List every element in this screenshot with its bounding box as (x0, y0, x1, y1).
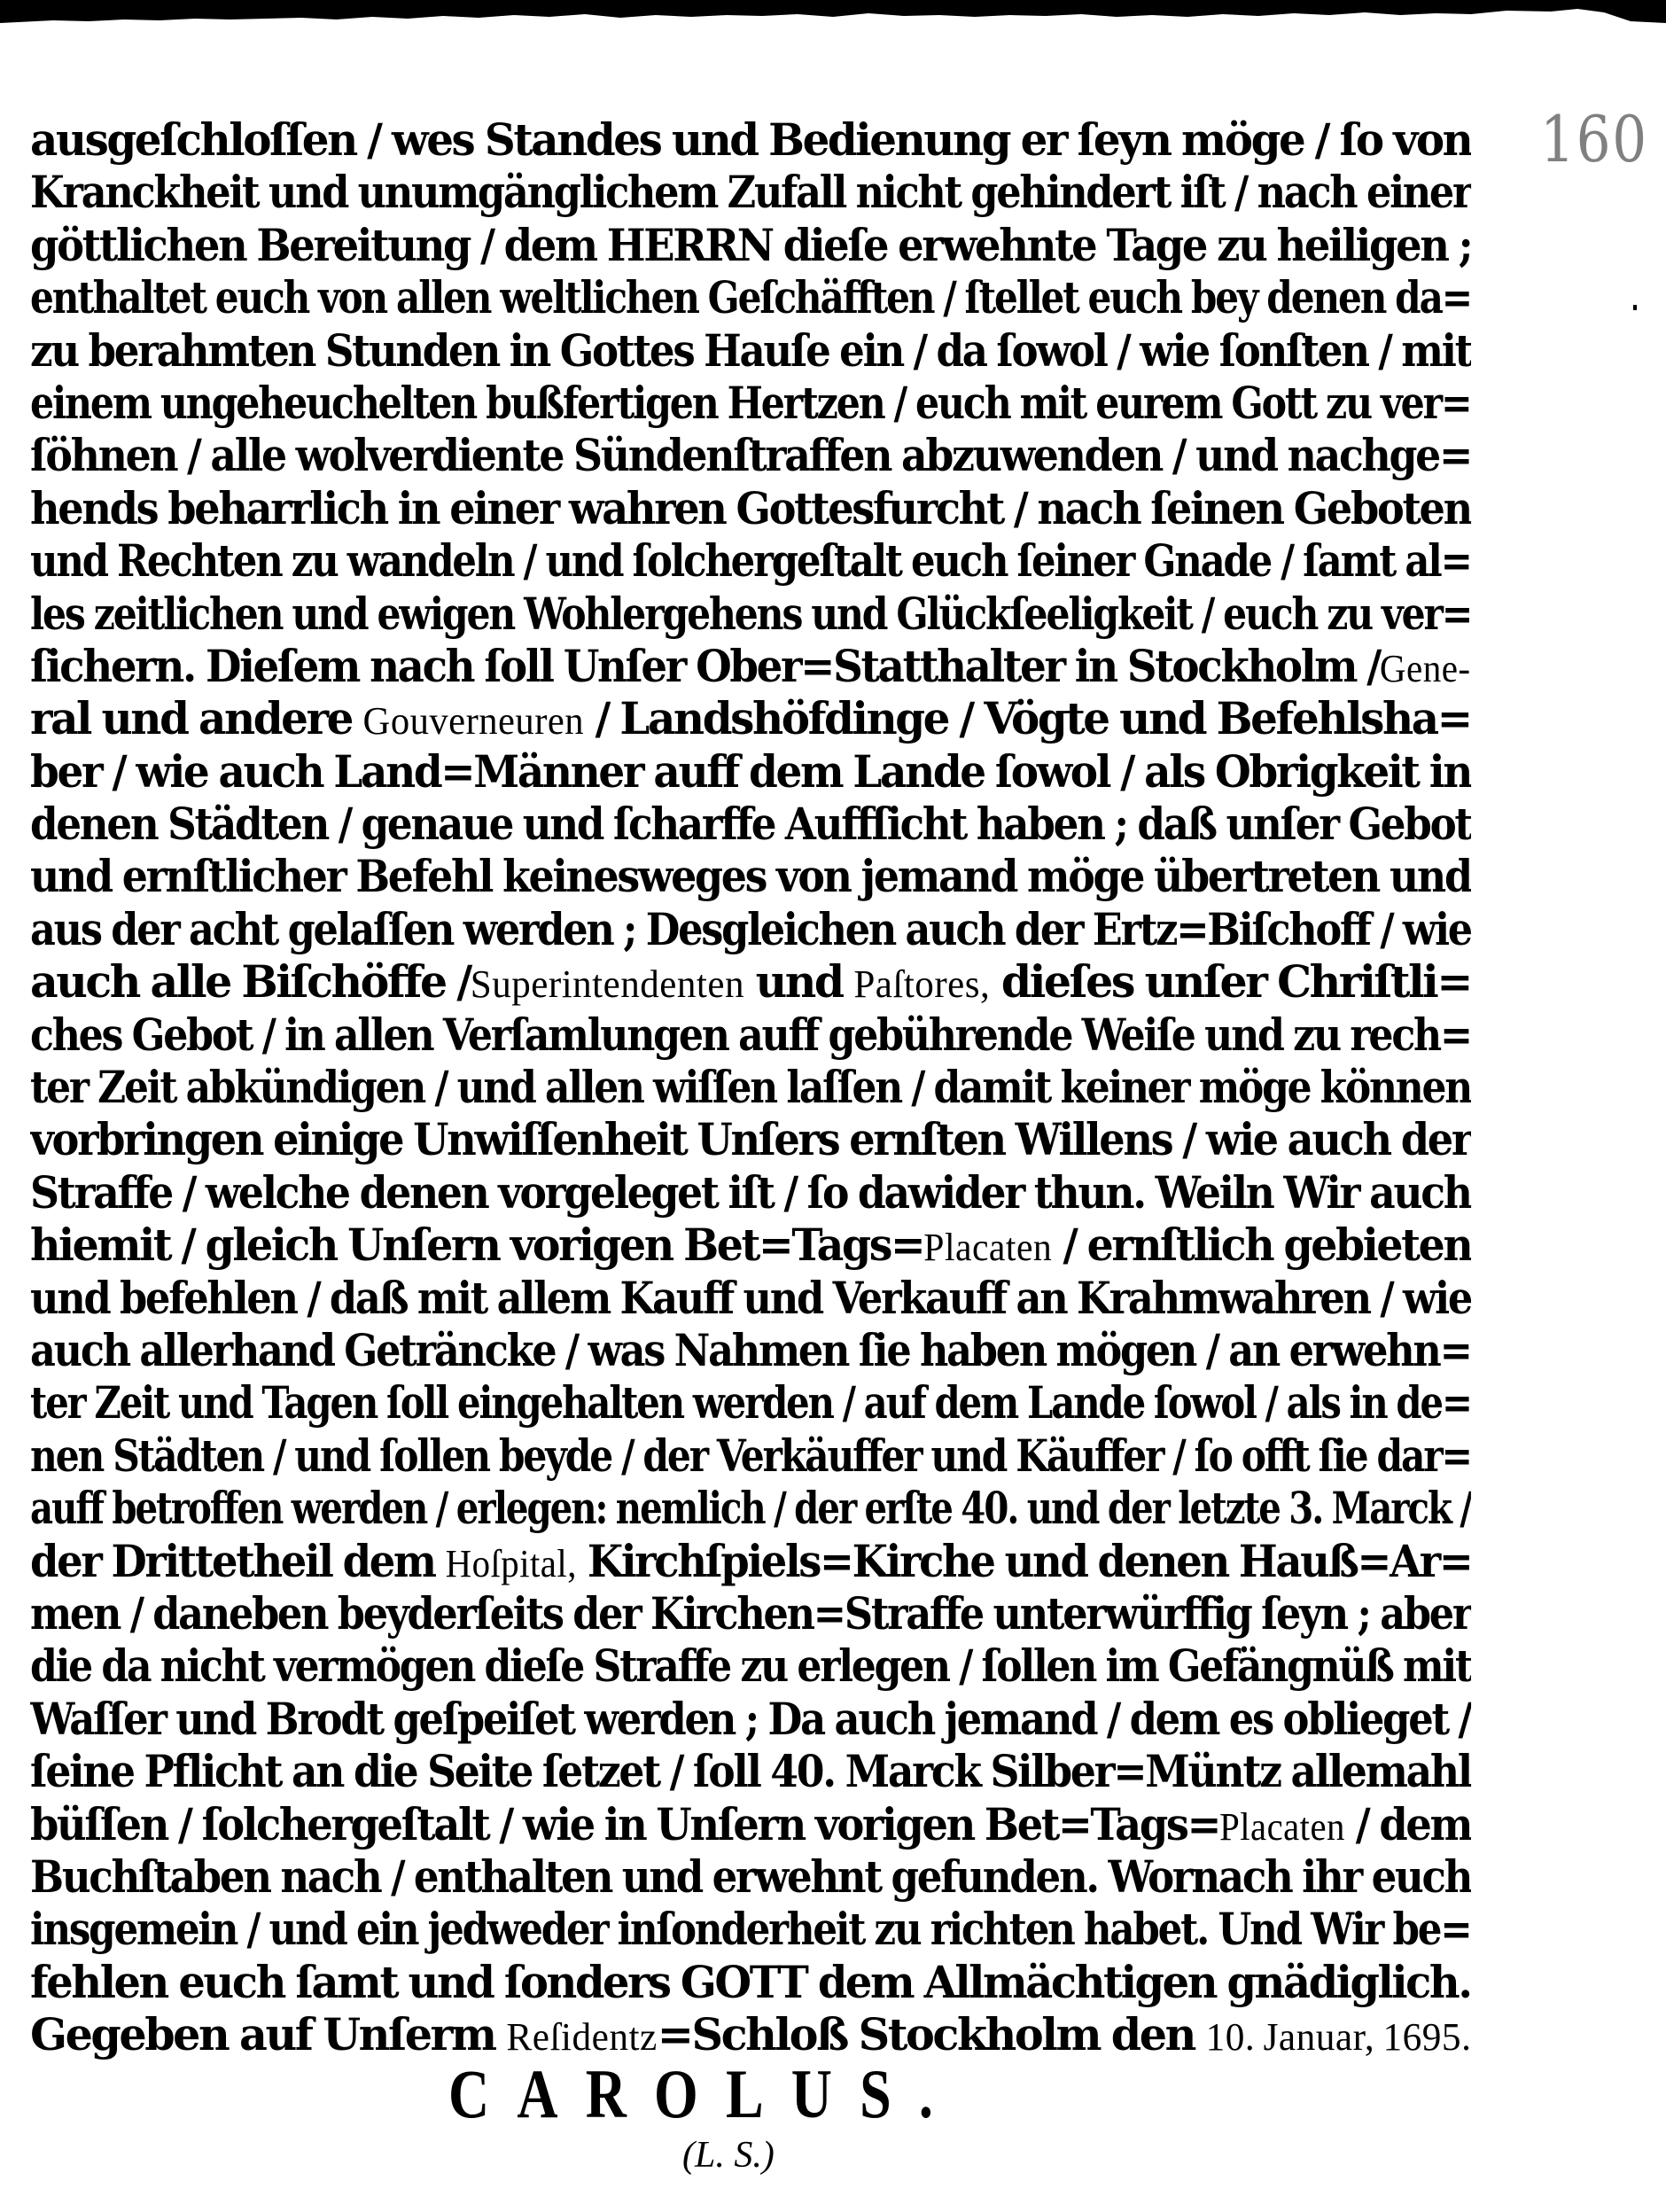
fraktur-text: der Drittetheil dem (30, 1534, 446, 1587)
antiqua-word: 10. Januar, 1695. (1205, 2015, 1472, 2060)
fraktur-text: / dem (1344, 1797, 1472, 1850)
antiqua-word: Reſidentz (506, 2015, 658, 2060)
text-line (30, 1693, 1471, 1745)
fraktur-text: Straffe / welche denen vorgeleget iſt / ſo dawider thun. Weiln Wir auch (30, 1165, 1471, 1219)
page-number: 160 (1540, 102, 1648, 176)
text-line (30, 324, 1471, 377)
text-line (30, 1640, 1471, 1692)
fraktur-text: dieſes unſer Chriſtli= (990, 955, 1471, 1009)
fraktur-text: ausgeſchloſſen / wes Standes und Bedienung er ſeyn möge / ſo von (30, 113, 1471, 166)
antiqua-word: Placaten (923, 1226, 1053, 1270)
text-line (30, 903, 1471, 955)
fraktur-text: enthaltet euch von allen weltlichen Geſchäfften / ſtellet euch bey denen da= (30, 271, 1472, 324)
text-line (30, 588, 1471, 640)
text-line (30, 1903, 1471, 1955)
text-line (30, 1956, 1471, 2008)
fraktur-text: hiemit / gleich Unſern vorigen Bet=Tags= (30, 1219, 924, 1272)
text-line (30, 534, 1471, 587)
text-line (30, 1850, 1471, 1903)
fraktur-text: göttlichen Bereitung / dem HERRN dieſe erwehnte Tage zu heiligen ; (30, 218, 1472, 271)
signature-carolus: CAROLUS. (448, 2055, 961, 2132)
text-line (30, 1429, 1471, 1482)
antiqua-word: Gouverneuren (362, 699, 585, 744)
fraktur-text: men / daneben beyderſeits der Kirchen=Straffe unterwürffig ſeyn ; aber (30, 1586, 1472, 1640)
text-line (30, 271, 1471, 323)
fraktur-text: zu berahmten Stunden in Gottes Hauſe ein / da ſowol / wie ſonſten / mit (30, 323, 1471, 377)
fraktur-text: einem ungeheuchelten bußfertigen Hertzen / euch mit eurem Gott zu ver= (30, 376, 1471, 429)
fraktur-text: Gegeben auf Unſerm (30, 2008, 507, 2061)
fraktur-text: ſöhnen / alle wolverdiente Sündenſtraffen abzuwenden / und nachge= (30, 429, 1471, 482)
text-line (30, 1219, 1471, 1271)
text-line (30, 377, 1471, 429)
fraktur-text: insgemein / und ein jedweder inſonderheit zu richten habet. Und Wir be= (30, 1903, 1471, 1956)
fraktur-text: hends beharrlich in einer wahren Gottesfurcht / nach ſeinen Geboten (30, 481, 1471, 534)
text-line (30, 1376, 1471, 1429)
text-line (30, 482, 1471, 534)
text-line (30, 1009, 1471, 1061)
fraktur-text: und (744, 955, 854, 1009)
fraktur-text: ral (30, 692, 91, 745)
fraktur-text: =Schloß Stockholm den (657, 2008, 1206, 2061)
text-line (30, 113, 1471, 166)
fraktur-text: Buchſtaben nach / enthalten und erwehnt gefunden. Wornach ihr euch (30, 1850, 1471, 1903)
fraktur-text: büſſen / ſolchergeſtalt / wie in Unſern vorigen Bet=Tags= (30, 1797, 1220, 1850)
text-line (30, 640, 1471, 692)
fraktur-text: ter Zeit abkündigen / und allen wiſſen laſſen / damit keiner möge können (30, 1061, 1471, 1114)
fraktur-text: ter Zeit und Tagen ſoll eingehalten werden / auf dem Lande ſowol / als in de= (30, 1376, 1471, 1429)
fraktur-text: ches Gebot / in allen Verſamlungen auff gebührende Weiſe und zu rech= (30, 1008, 1471, 1061)
fraktur-text: / Landshöfdinge / Vögte und Befehlsha= (584, 692, 1471, 745)
fraktur-text: ſeine Pflicht an die Seite ſetzet / ſoll 40. Marck Silber=Müntz allemahl (30, 1745, 1471, 1798)
fraktur-text: vorbringen einige Unwiſſenheit Unſers ernſten Willens / wie auch der (30, 1113, 1471, 1166)
fraktur-text: und Rechten zu wandeln / und ſolchergeſtalt euch ſeiner Gnade / ſamt al= (30, 534, 1471, 588)
text-line (30, 1113, 1471, 1165)
text-line (30, 692, 1471, 744)
text-line (30, 1061, 1471, 1113)
fraktur-text: aus der acht gelaſſen werden ; Desgleichen auch der Ertz=Biſchoff / wie (30, 902, 1471, 955)
fraktur-text: fehlen euch ſamt und ſonders GOTT dem Allmächtigen gnädiglich. (30, 1955, 1471, 2008)
fraktur-text: Kranckheit und unumgänglichem Zufall nicht gehindert iſt / nach einer (30, 166, 1472, 219)
text-line (30, 1482, 1471, 1534)
antiqua-word: Hoſpital, (445, 1541, 577, 1585)
fraktur-text: auff betroffen werden / erlegen: nemlich / der erſte 40. und der letzte 3. Marck / (30, 1482, 1471, 1535)
text-line (30, 1324, 1471, 1376)
antiqua-word: Paſtores, (853, 962, 991, 1007)
text-line (30, 1272, 1471, 1324)
torn-page-edge (0, 0, 1666, 27)
text-line (30, 1745, 1471, 1797)
fraktur-text: die da nicht vermögen dieſe Straffe zu erlegen / ſollen im Gefängnüß mit (30, 1640, 1471, 1693)
fraktur-text: und ernſtlicher Befehl keinesweges von jemand möge übertreten und (30, 850, 1471, 903)
text-line (30, 955, 1471, 1008)
text-line (30, 1798, 1471, 1850)
text-line (30, 2008, 1471, 2060)
text-line (30, 1535, 1471, 1587)
text-line (30, 798, 1471, 850)
fraktur-text: denen Städten / genaue und ſcharffe Auffſicht haben ; daß unſer Gebot (30, 798, 1471, 851)
fraktur-text: und befehlen / daß mit allem Kauff und Verkauff an Krahmwahren / wie (30, 1271, 1471, 1324)
fraktur-text: auch alle Biſchöffe / (30, 955, 471, 1009)
fraktur-text: les zeitlichen und ewigen Wohlergehens und Glückſeeligkeit / euch zu ver= (30, 587, 1472, 640)
text-line (30, 219, 1471, 271)
text-line (30, 166, 1471, 218)
seal-mark-ls: (L. S.) (682, 2135, 775, 2176)
text-line (30, 745, 1471, 798)
text-line (30, 1587, 1471, 1640)
antiqua-word: Gene- (1379, 646, 1471, 690)
text-line (30, 850, 1471, 902)
fraktur-text: ber / wie auch Land=Männer auff dem Lande ſowol / als Obrigkeit in (30, 744, 1471, 798)
fraktur-text: / ernſtlich gebieten (1052, 1219, 1471, 1272)
text-line (30, 429, 1471, 481)
fraktur-text: und andere (90, 692, 363, 745)
proclamation-body-text (30, 113, 1471, 2060)
fraktur-text: nen Städten / und ſollen beyde / der Verkäuffer und Käuffer / ſo offt ſie dar= (30, 1429, 1471, 1482)
fraktur-text: Kirchſpiels=Kirche und denen Hauß=Ar= (576, 1534, 1472, 1587)
text-line (30, 1166, 1471, 1219)
ink-speck (1633, 305, 1637, 310)
fraktur-text: ſichern. Dieſem nach ſoll Unſer Ober=Statthalter in Stockholm / (30, 639, 1380, 692)
fraktur-text: Waſſer und Brodt geſpeiſet werden ; Da auch jemand / dem es oblieget / (30, 1692, 1471, 1745)
fraktur-text: auch allerhand Geträncke / was Nahmen ſie haben mögen / an erwehn= (30, 1323, 1471, 1376)
antiqua-word: Placaten (1219, 1804, 1345, 1849)
antiqua-word: Superintendenten (470, 962, 745, 1007)
